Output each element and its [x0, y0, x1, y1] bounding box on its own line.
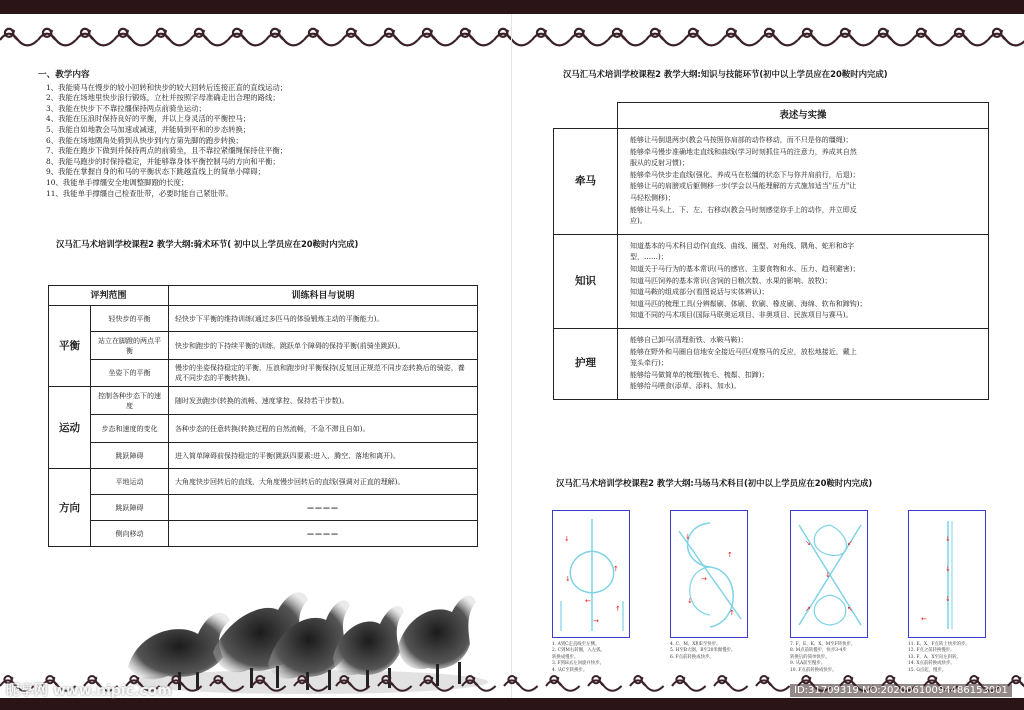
- riding-description: 大角度快步回转后的直线，大角度慢步回转后的直线(强调对正直的理解)。: [169, 469, 478, 495]
- svg-text:↑: ↑: [613, 565, 619, 573]
- knowledge-line: 笼头牵行)；: [630, 359, 668, 368]
- content-item: 4、我能在压浪时保持良好的平衡，并以上身灵活的平衡控马；: [46, 114, 251, 124]
- svg-text:↓: ↓: [945, 535, 951, 543]
- riding-description: 随时发劲跑步(转换的流畅、速度掌控、保持若干步数)。: [169, 387, 478, 415]
- table-row: [49, 521, 478, 547]
- knowledge-section-title: 汉马汇马术培训学校课程2 教学大纲:知识与技能环节(初中以上学员应在20鞍时内完成): [563, 69, 888, 79]
- knowledge-description: [618, 234, 989, 328]
- svg-text:↓: ↓: [687, 597, 693, 605]
- table-row: [49, 360, 478, 387]
- riding-description: 进入简单障碍前保持稳定的平衡(跳跃四要素:进入、腾空、落地和离开)。: [169, 443, 478, 469]
- riding-description: ————: [169, 521, 478, 547]
- knowledge-line: 能够让马头上、下、左、右移动(教会马时刻感觉你手上的动作，并立即反: [630, 205, 857, 214]
- knowledge-line: 能够让马倒退两步(教会马按照你肩部的动作移动，而不只是你的缰绳)；: [630, 136, 853, 144]
- caption-line: 12. F点之前转换慢步。: [908, 648, 955, 654]
- content-item: 11、我能单手撑缰自己检查肚带，必要时能自己紧肚带。: [46, 188, 233, 198]
- riding-table: [48, 285, 478, 547]
- arena-diagram-1: [552, 510, 630, 680]
- svg-text:↓: ↓: [685, 533, 691, 541]
- svg-text:↖: ↖: [847, 605, 853, 613]
- riding-subitem: 轻快步的平衡: [91, 306, 169, 332]
- content-item: 10、我能单手撑缰安全地调整脚蹬的长度；: [46, 177, 189, 187]
- knowledge-line: 知道关于马行为的基本常识(马的感官、主要食物和水、压力、趋利避害)；: [630, 264, 860, 273]
- knowledge-line: 能够牵马快步走直线(强化、养成马在松缰的状态下与你并肩前行，后退)；: [630, 170, 860, 179]
- caption-line: 8. M点前转慢步，快步3-4步: [790, 648, 847, 654]
- riding-category: 平衡: [49, 306, 91, 387]
- arena-diagrams: [548, 510, 988, 680]
- svg-text:↙: ↙: [847, 539, 853, 547]
- table-row: [49, 415, 478, 443]
- svg-text:→: →: [701, 575, 707, 583]
- table-row: [554, 328, 989, 399]
- knowledge-line: 知道不同的马术项目(国际马联奥运项目、非奥项目、民族项目与赛马)。: [630, 311, 853, 320]
- knowledge-line: 应)。: [630, 217, 647, 226]
- caption-line: 10. F点前转换成快步。: [790, 667, 837, 673]
- svg-text:↓: ↓: [565, 575, 571, 583]
- knowledge-description: [618, 129, 989, 235]
- riding-subitem: 平地运动: [91, 469, 169, 495]
- arena-caption-2: [670, 642, 760, 661]
- knowledge-category: 知识: [554, 234, 618, 328]
- knowledge-line: 能够给马做简单的梳理(梳毛、梳鬃、扣蹄)；: [630, 370, 769, 379]
- content-item: 7、我能在跑步下做到并保持两点的前骑坐，且不靠拉紧缰绳保持住平衡；: [46, 146, 288, 156]
- caption-line: 7. F、E、K、X、M至F转快步。: [790, 642, 856, 647]
- knowledge-line: 能够给马喂食(添草、添料、加水)。: [630, 382, 741, 391]
- knowledge-line: 能够自己卸马(清理衔铁、水鞍马鞍)；: [630, 335, 748, 344]
- svg-text:↓: ↓: [564, 535, 570, 543]
- knowledge-line: 能够在野外和马圈自信地安全接近马匹(观察马的反应，放松地接近，戴上: [630, 347, 857, 356]
- knowledge-line: 马轻松侧移)；: [630, 193, 675, 202]
- caption-line: 13. F、A、X至向左斜转。: [908, 654, 961, 660]
- arena-diagram-4: [908, 510, 986, 680]
- knowledge-line: 知道马匹饲养的基本常识(含饲的日粮次数、水果的影响、放牧)；: [630, 276, 832, 285]
- riding-description: ————: [169, 495, 478, 521]
- page-fold-line: [511, 14, 512, 698]
- svg-text:→: →: [593, 617, 599, 625]
- riding-subitem: 站立在脚蹬的两点平衡: [91, 332, 169, 360]
- caption-line: 转换成慢步。: [552, 654, 579, 660]
- content-item: 5、我能自如地教会马加速或减速，并能骑到平和的步态转换；: [46, 124, 251, 134]
- svg-text:↑: ↑: [615, 605, 621, 613]
- caption-line: 5. H至B大圈，B至20米圈慢步。: [670, 648, 736, 654]
- table-row: [49, 387, 478, 415]
- watermark-id: ID:31709319 NO:20200610094486153001: [790, 684, 1012, 697]
- knowledge-line: 知道马鞍的组成部分(看图说话与实体辨认)；: [630, 288, 769, 297]
- knowledge-header: 表述与实操: [618, 103, 989, 129]
- riding-description: 快步和跑步的下持续平衡的训练，跳跃单个障碍的保持平衡(前骑坐跳跃)。: [169, 332, 478, 360]
- caption-line: 11. E、X、F点转上快步的步。: [908, 642, 970, 647]
- arena-diagram-3: [790, 510, 868, 680]
- caption-line: 1. A到C走直线至左侧。: [552, 642, 600, 647]
- knowledge-line: 能够让马的肩膀或后躯侧移一步(学会以马能理解的方式施加适当"压力"让: [630, 182, 857, 191]
- svg-text:↑: ↑: [727, 551, 733, 559]
- knowledge-line: 能够牵马慢步准确地走直线和曲线(学习时刻抓住马的注意力，养成其自然: [630, 147, 857, 156]
- knowledge-line: 服从的反射习惯)；: [630, 159, 689, 168]
- caption-line: 9. 从A前至慢步。: [790, 661, 826, 667]
- svg-text:↓: ↓: [945, 565, 951, 573]
- svg-text:↓: ↓: [825, 571, 831, 579]
- knowledge-category: 牵马: [554, 129, 618, 235]
- knowledge-line: 型，……)；: [630, 253, 668, 262]
- svg-text:↑: ↑: [729, 609, 735, 617]
- riding-category: 方向: [49, 469, 91, 547]
- knowledge-category: 护理: [554, 328, 618, 399]
- table-row: [554, 129, 989, 235]
- riding-col-subjects: 训练科目与说明: [169, 286, 478, 306]
- content-item: 6、我能在场地隅角处骑到从快步到内方第先脚的跑步转换；: [46, 135, 243, 145]
- caption-line: 6. F点前转换成快步。: [670, 654, 714, 660]
- riding-col-scope: 评判范围: [49, 286, 169, 306]
- riding-description: 慢步的坐姿保持稳定的平衡，压浪和跑步时平衡保持(反复回正规范不同步态转换后的骑姿，養成不同步态的平衡转换)。: [169, 360, 478, 387]
- table-row: [49, 332, 478, 360]
- table-row: [49, 443, 478, 469]
- caption-line: 4. C、M、X和E至快步。: [670, 642, 721, 647]
- content-item: 2、我能在场地里快步浪行锻炼，立杜并按照字母准确走出合理的路线；: [46, 93, 280, 103]
- svg-text:↗: ↗: [805, 605, 811, 613]
- riding-description: 各种步态的任意转换(转换过程的自然流畅，不急不滞且自如)。: [169, 415, 478, 443]
- riding-section-title: 汉马汇马术培训学校课程2 教学大纲:骑术环节( 初中以上学员应在20鞍时内完成): [56, 239, 359, 249]
- riding-subitem: 跳跃障碍: [91, 443, 169, 469]
- riding-category: 运动: [49, 387, 91, 469]
- knowledge-description: [618, 328, 989, 399]
- riding-subitem: 跳跃障碍: [91, 495, 169, 521]
- svg-text:↘: ↘: [805, 539, 811, 547]
- svg-text:←: ←: [585, 597, 591, 605]
- riding-subitem: 坐姿下的平衡: [91, 360, 169, 387]
- caption-line: 3. F到H去左回旋并快步。: [552, 661, 604, 667]
- table-row: [49, 469, 478, 495]
- riding-description: 轻快步下平衡的维持训练(通过多匹马的体验锻炼主动的平衡能力)。: [169, 306, 478, 332]
- teaching-content: [38, 70, 488, 199]
- content-item: 1、我能骑马在慢步的较小回转和快步的较大回转后连接正直的直线运动；: [46, 82, 288, 92]
- knowledge-line: 知道基本的马术科目动作(直线、曲线、圈型、对角线、隅角、蛇形和8字: [630, 241, 855, 250]
- svg-text:↓: ↓: [945, 595, 951, 603]
- svg-text:←: ←: [921, 615, 927, 623]
- knowledge-table: [553, 102, 989, 400]
- arena-diagram-2: [670, 510, 748, 680]
- caption-line: 2. C到M右转圈，入左弧。: [552, 648, 605, 654]
- arena-section-title: 汉马汇马术培训学校课程2 教学大纲:马场马术科目(初中以上学员应在20鞍时内完成): [556, 478, 873, 488]
- riding-subitem: 控制各种步态下的速度: [91, 387, 169, 415]
- caption-line: 转换后的简单快步。: [790, 654, 830, 660]
- caption-line: 15. G点起，慢步。: [908, 667, 947, 673]
- cloud-pattern-top: [0, 10, 1024, 56]
- content-item: 8、我能马跑步的时保持稳定，并能够靠身体平衡控制马的方向和平衡；: [46, 156, 280, 166]
- content-item: 9、我能在掌握自身的和马的平衡状态下跳越直线上的简单小障碍；: [46, 167, 266, 177]
- watermark-site: 昵享网 www.nipic.com: [6, 683, 172, 699]
- caption-line: 14. X点前转换成快步。: [908, 661, 955, 667]
- knowledge-line: 知道马匹的梳理工具(分辨鬃刷、体刷、软刷、橡皮刷、海绵、软布和蹄钩)；: [630, 299, 867, 308]
- content-heading: 一、教学内容: [38, 70, 90, 80]
- riding-subitem: 侧向移动: [91, 521, 169, 547]
- table-row: [49, 306, 478, 332]
- riding-subitem: 步态和速度的变化: [91, 415, 169, 443]
- caption-line: 4. 从C至转换步。: [552, 667, 588, 673]
- content-items: [38, 83, 488, 200]
- table-row: [554, 234, 989, 328]
- table-row: [49, 495, 478, 521]
- content-item: 3、我能在快步下不靠拉缰保持两点前骑坐运动；: [46, 103, 206, 113]
